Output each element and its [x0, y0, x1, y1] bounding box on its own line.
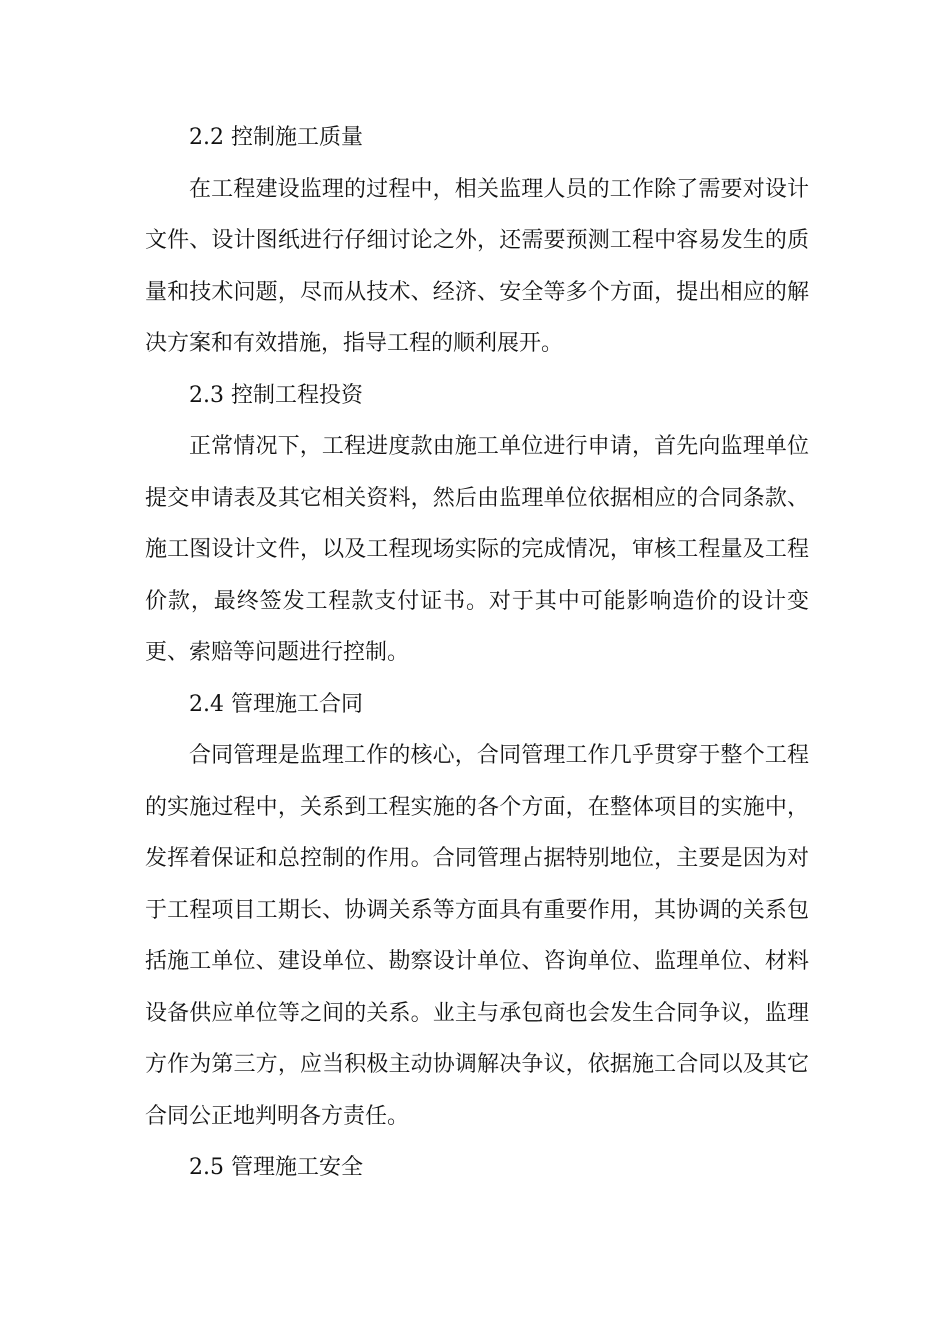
- section-paragraph-2-3: 正常情况下，工程进度款由施工单位进行申请，首先向监理单位提交申请表及其它相关资料，然后由监理单位依据相应的合同条款、施工图设计文件，以及工程现场实际的完成情况，审核工程量及工程价款，最终签发工程款支付证书。对于其中可能影响造价的设计变更、索赔等问题进行控制。: [145, 434, 809, 665]
- section-heading-2-2: 2.2 控制施工质量: [189, 125, 363, 150]
- section-heading-2-5: 2.5 管理施工安全: [189, 1155, 363, 1180]
- section-paragraph-2-2: 在工程建设监理的过程中，相关监理人员的工作除了需要对设计文件、设计图纸进行仔细讨论之外，还需要预测工程中容易发生的质量和技术问题，尽而从技术、经济、安全等多个方面，提出相应的解决方案和有效措施，指导工程的顺利展开。: [145, 176, 809, 356]
- section-heading-2-3: 2.3 控制工程投资: [189, 382, 363, 408]
- section-heading-2-4: 2.4 管理施工合同: [189, 691, 363, 717]
- section-paragraph-2-4: 合同管理是监理工作的核心，合同管理工作几乎贯穿于整个工程的实施过程中，关系到工程实施的各个方面，在整体项目的实施中，发挥着保证和总控制的作用。合同管理占据特别地位，主要是因为对于工程项目工期长、协调关系等方面具有重要作用，其协调的关系包括施工单位、建设单位、勘察设计单位、咨询单位、监理单位、材料设备供应单位等之间的关系。业主与承包商也会发生合同争议，监理方作为第三方，应当积极主动协调解决争议，依据施工合同以及其它合同公正地判明各方责任。: [145, 743, 809, 1129]
- document-body: [145, 112, 809, 1194]
